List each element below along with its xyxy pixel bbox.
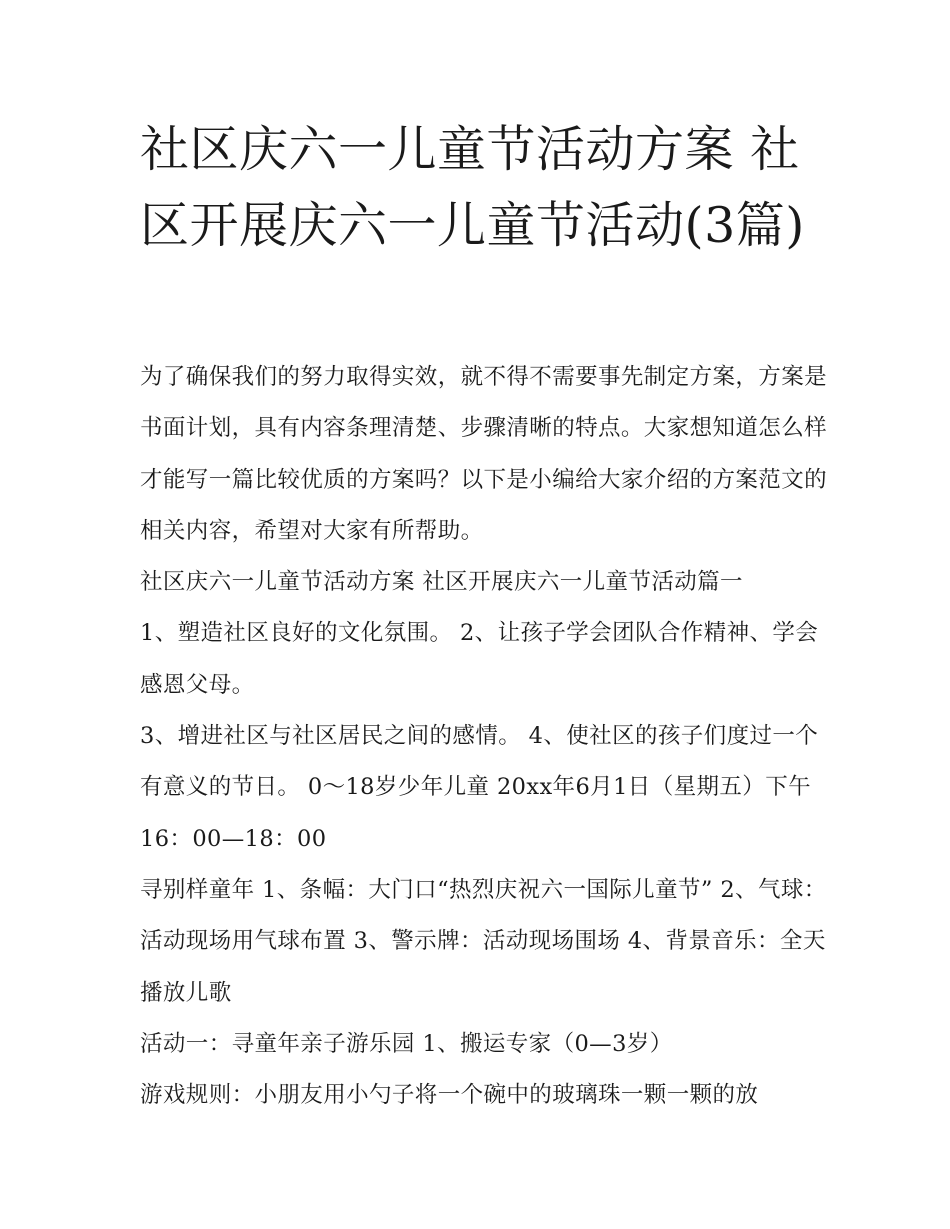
document-title: 社区庆六一儿童节活动方案 社区开展庆六一儿童节活动(3篇) [140,121,805,254]
document-body [140,352,830,1121]
activity-one-heading: 活动一：寻童年亲子游乐园 1、搬运专家（0—3岁） [140,1030,673,1057]
preparation-paragraph: 寻别样童年 1、条幅：大门口“热烈庆祝六一国际儿童节” 2、气球：活动现场用气球布置 3、警示牌：活动现场围场 4、背景音乐：全天播放儿歌 [140,876,827,1006]
game-rules-paragraph: 游戏规则：小朋友用小勺子将一个碗中的玻璃珠一颗一颗的放 [140,1082,759,1109]
section-heading: 社区庆六一儿童节活动方案 社区开展庆六一儿童节活动篇一 [140,569,743,596]
goals-paragraph-2: 3、增进社区与社区居民之间的感情。 4、使社区的孩子们度过一个有意义的节日。 0～18岁少年儿童 20xx年6月1日（星期五）下午16：00—18：00 [140,723,819,852]
intro-paragraph: 为了确保我们的努力取得实效，就不得不需要事先制定方案，方案是书面计划，具有内容条理清楚、步骤清晰的特点。大家想知道怎么样才能写一篇比较优质的方案吗？以下是小编给大家介绍的方案范文的相关内容，希望对大家有所帮助。 [140,364,828,544]
goals-paragraph-1: 1、塑造社区良好的文化氛围。 2、让孩子学会团队合作精神、学会感恩父母。 [140,620,819,698]
